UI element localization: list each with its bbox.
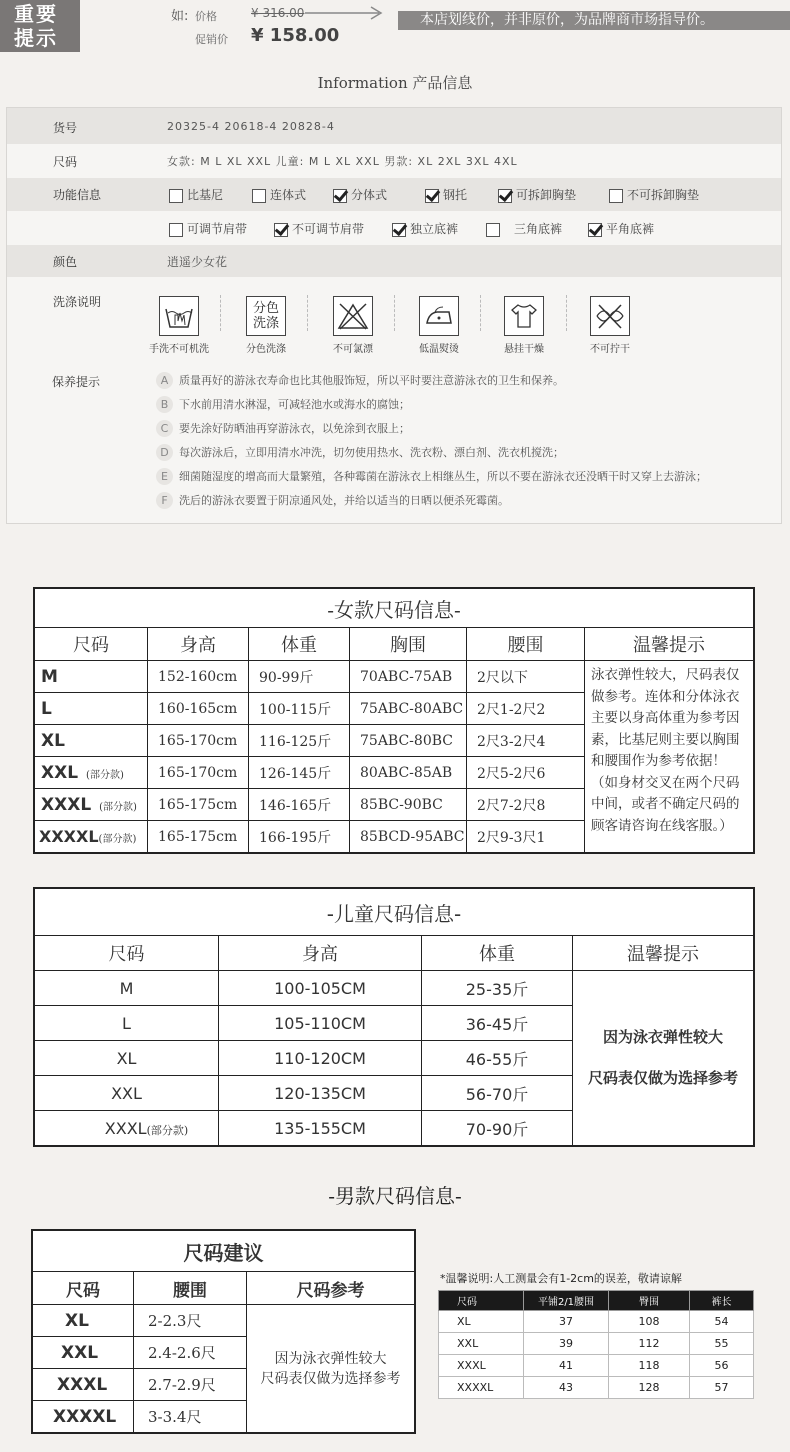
table-row: XXXXL(部分款) 165-175cm 166-195斤 85BCD-95ABC 2尺9-3尺1 [34,821,754,854]
checkbox-checked-icon [588,223,602,237]
kids-title: -儿童尺码信息- [34,888,754,936]
kids-header: 尺码 [34,936,219,971]
table-row: XL 2-2.3尺 因为泳衣弹性较大 尺码表仅做为选择参考 [32,1305,415,1337]
wash-divider [394,295,396,331]
size-label: 尺码 [53,155,78,169]
checkbox-icon [169,189,183,203]
wash-hand-wash [144,296,214,355]
letter-f-icon: F [156,492,173,509]
measure-header: 尺码 [439,1291,524,1311]
women-tip: 泳衣弹性较大，尺码表仅做参考。连体和分体泳衣主要以身高体重为参考因素，比基尼则主要以胸围和腰围作为参考依据！（如身材交叉在两个尺码中间，或者不确定尺码的顾客请咨询在线客服。） [585,661,755,854]
size-row [7,144,781,178]
men-measure-table [438,1290,754,1399]
letter-d-icon: D [156,444,173,461]
letter-b-icon: B [156,396,173,413]
care-tip-e: E 细菌随湿度的增高而大量繁殖，各种霉菌在游泳衣上相继丛生，所以不要在游泳衣还没晒干时又穿上去游泳； [156,468,707,485]
measure-header: 臀围 [609,1291,690,1311]
table-row: XL 110-120CM 46-55斤 [34,1041,754,1076]
info-title: Information 产品信息 [317,74,473,92]
arrow-right-icon [305,5,385,21]
wash-separate [231,296,301,355]
sku-row [7,108,781,144]
table-row: XXXL 41 118 56 [439,1355,754,1377]
table-row: XXXXL 43 128 57 [439,1377,754,1399]
color-row [7,245,781,277]
price-notice: 本店划线价，并非原价，为品牌商市场指导价。 [398,11,790,30]
function-option-two-piece: 分体式 [333,186,387,203]
badge-line-1: 重要 [14,2,58,26]
women-header: 胸围 [350,628,467,661]
hang-dry-icon [504,296,544,336]
list-price: ¥ 316.00 [251,6,305,20]
function-row [7,178,781,211]
measure-header: 平铺2/1腰围 [524,1291,609,1311]
no-bleach-icon [333,296,373,336]
function-option-fixed-pad: 不可拆卸胸垫 [609,186,699,203]
measure-note: *温馨说明:人工测量会有1-2cm的误差，敬请谅解 [440,1272,682,1285]
care-label: 保养提示 [52,375,101,389]
table-row: XXXL 2.7-2.9尺 [32,1369,415,1401]
wash-divider [220,295,222,331]
table-row: L 105-110CM 36-45斤 [34,1006,754,1041]
women-header: 身高 [148,628,249,661]
wash-hang-dry-label: 悬挂干燥 [504,344,544,355]
checkbox-icon [486,223,500,237]
badge-line-2: 提示 [14,26,58,50]
function-option-bikini: 比基尼 [169,186,223,203]
care-tip-a: A 质量再好的游泳衣寿命也比其他服饰短，所以平时要注意游泳衣的卫生和保养。 [156,372,564,389]
men-caption: 尺码建议 [32,1230,415,1272]
table-row: XXL 120-135CM 56-70斤 [34,1076,754,1111]
care-tip-b: B 下水前用清水淋湿，可减轻池水或海水的腐蚀； [156,396,410,413]
table-row: XXXL(部分款) 135-155CM 70-90斤 [34,1111,754,1147]
kids-size-table [33,887,755,1147]
checkbox-checked-icon [498,189,512,203]
men-header: 尺码参考 [247,1272,416,1305]
men-size-table [31,1229,416,1434]
checkbox-icon [252,189,266,203]
function-option-separate-bottom: 独立底裤 [392,220,458,237]
function-option-adjustable-strap: 可调节肩带 [169,220,247,237]
women-header: 尺码 [34,628,148,661]
table-row: M 152-160cm 90-99斤 70ABC-75AB 2尺以下 泳衣弹性较大，尺码表仅做参考。连体和分体泳衣主要以身高体重为参考因素，比基尼则主要以胸围和腰围作为参考依据！（如身材交叉在两个尺码中间，或者不确定尺码的顾客请咨询在线客服。） [34,661,754,693]
function-row-2 [7,211,781,245]
wash-label: 洗涤说明 [53,295,102,309]
function-option-one-piece: 连体式 [252,186,306,203]
wash-separate-label: 分色洗涤 [246,344,286,355]
wash-no-wring-label: 不可拧干 [590,344,630,355]
color-value: 逍遥少女花 [167,255,228,269]
wash-low-iron [404,296,474,355]
low-iron-icon [419,296,459,336]
function-label: 功能信息 [53,188,102,202]
wash-hang-dry [489,296,559,355]
wash-divider [307,295,309,331]
care-tip-d: D 每次游泳后，立即用清水冲洗，切勿使用热水、洗衣粉、漂白剂、洗衣机搅洗； [156,444,564,461]
care-tip-c: C 要先涂好防晒油再穿游泳衣，以免涂到衣服上； [156,420,410,437]
checkbox-icon [169,223,183,237]
color-label: 颜色 [53,255,78,269]
wash-no-bleach-label: 不可氯漂 [333,344,373,355]
sale-price: ¥ 158.00 [251,25,340,46]
wash-no-bleach [318,296,388,355]
function-option-fixed-strap: 不可调节肩带 [274,220,364,237]
care-tip-f: F 洗后的游泳衣要置于阴凉通风处，并给以适当的日晒以便杀死霉菌。 [156,492,509,509]
table-row: XXL 2.4-2.6尺 [32,1337,415,1369]
wash-divider [566,295,568,331]
men-title: -男款尺码信息- [328,1184,462,1208]
function-option-brief-bottom: 三角底裤 [486,220,562,237]
men-tip: 因为泳衣弹性较大 尺码表仅做为选择参考 [247,1305,416,1434]
table-row: M 100-105CM 25-35斤 因为泳衣弹性较大 尺码表仅做为选择参考 [34,971,754,1006]
function-option-underwire: 钢托 [425,186,467,203]
table-row: L 160-165cm 100-115斤 75ABC-80ABC 2尺1-2尺2 [34,693,754,725]
table-row: XL 37 108 54 [439,1311,754,1333]
important-badge [0,0,80,52]
letter-c-icon: C [156,420,173,437]
women-header: 温馨提示 [585,628,755,661]
checkbox-checked-icon [274,223,288,237]
letter-a-icon: A [156,372,173,389]
example-prefix: 如: [171,9,189,24]
women-header: 腰围 [467,628,585,661]
wash-low-iron-label: 低温熨烫 [419,344,459,355]
wash-divider [480,295,482,331]
letter-e-icon: E [156,468,173,485]
table-row: XXL 39 112 55 [439,1333,754,1355]
kids-header: 身高 [219,936,422,971]
wash-hand-wash-label: 手洗不可机洗 [149,344,209,355]
women-header: 体重 [249,628,350,661]
men-header: 腰围 [134,1272,247,1305]
kids-header: 温馨提示 [573,936,755,971]
table-row: XXXXL 3-3.4尺 [32,1401,415,1434]
table-row: XXL (部分款) 165-170cm 126-145斤 80ABC-85AB 2尺5-2尺6 [34,757,754,789]
sku-value: 20325-4 20618-4 20828-4 [167,120,335,133]
sale-price-label: 促销价 [195,33,228,46]
function-option-boyshort-bottom: 平角底裤 [588,220,654,237]
checkbox-checked-icon [425,189,439,203]
kids-tip: 因为泳衣弹性较大 尺码表仅做为选择参考 [573,971,755,1147]
hand-wash-icon [159,296,199,336]
kids-header: 体重 [422,936,573,971]
wash-no-wring [575,296,645,355]
table-row: XL 165-170cm 116-125斤 75ABC-80BC 2尺3-2尺4 [34,725,754,757]
women-title: -女款尺码信息- [34,588,754,628]
separate-wash-icon: 分色 洗涤 [246,296,286,336]
function-option-removable-pad: 可拆卸胸垫 [498,186,576,203]
checkbox-checked-icon [333,189,347,203]
list-price-label: 价格 [195,10,217,23]
measure-header: 裤长 [690,1291,754,1311]
size-value: 女款: M L XL XXL 儿童: M L XL XXL 男款: XL 2XL 3XL 4XL [167,155,518,168]
men-header: 尺码 [32,1272,134,1305]
checkbox-checked-icon [392,223,406,237]
table-row: XXXL (部分款) 165-175cm 146-165斤 85BC-90BC 2尺7-2尺8 [34,789,754,821]
women-size-table [33,587,755,854]
sku-label: 货号 [53,121,78,135]
checkbox-icon [609,189,623,203]
no-wring-icon [590,296,630,336]
